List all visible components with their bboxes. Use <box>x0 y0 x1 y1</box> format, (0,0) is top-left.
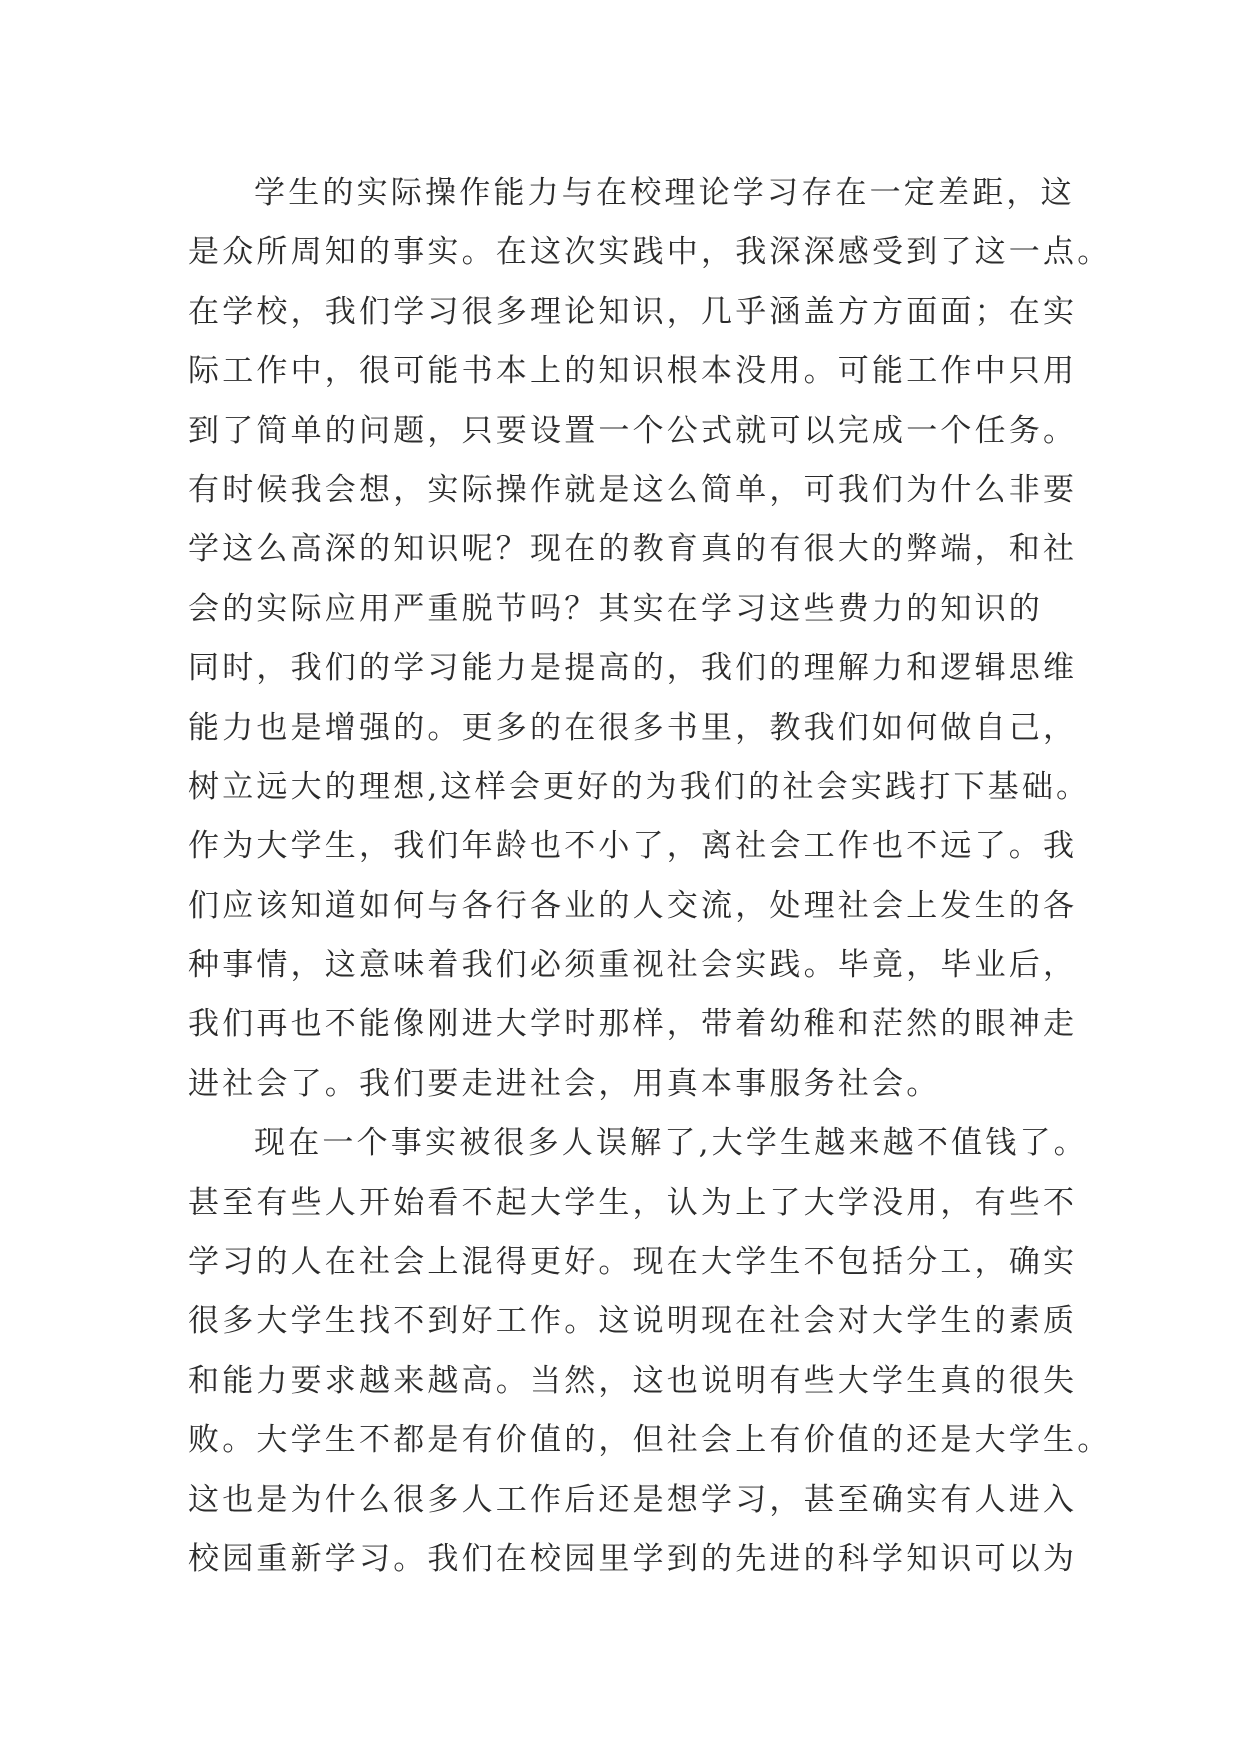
text-line: 在学校，我们学习很多理论知识，几乎涵盖方方面面；在实 <box>188 293 1078 330</box>
text-line: 校园重新学习。我们在校园里学到的先进的科学知识可以为 <box>188 1540 1078 1577</box>
text-line: 种事情，这意味着我们必须重视社会实践。毕竟，毕业后， <box>188 947 1078 984</box>
text-line: 会的实际应用严重脱节吗？其实在学习这些费力的知识的 <box>188 590 1043 627</box>
text-line: 甚至有些人开始看不起大学生，认为上了大学没用，有些不 <box>188 1184 1078 1221</box>
text-line: 这也是为什么很多人工作后还是想学习，甚至确实有人进入 <box>188 1481 1078 1518</box>
paragraph-1 <box>188 164 1112 1114</box>
text-line: 学生的实际操作能力与在校理论学习存在一定差距，这 <box>254 175 1075 211</box>
text-line: 有时候我会想，实际操作就是这么简单，可我们为什么非要 <box>188 471 1078 508</box>
text-line: 现在一个事实被很多人误解了,大学生越来越不值钱了。 <box>254 1125 1088 1162</box>
text-line: 树立远大的理想,这样会更好的为我们的社会实践打下基础。 <box>188 768 1091 805</box>
paragraph-2 <box>188 1114 1112 1589</box>
text-line: 能力也是增强的。更多的在很多书里，教我们如何做自己， <box>188 709 1078 746</box>
text-line: 学这么高深的知识呢？现在的教育真的有很大的弊端，和社 <box>188 531 1078 568</box>
text-line: 进社会了。我们要走进社会，用真本事服务社会。 <box>188 1065 941 1102</box>
text-line: 很多大学生找不到好工作。这说明现在社会对大学生的素质 <box>188 1303 1078 1340</box>
text-line: 我们再也不能像刚进大学时那样，带着幼稚和茫然的眼神走 <box>188 1006 1078 1043</box>
text-line: 是众所周知的事实。在这次实践中，我深深感受到了这一点。 <box>188 234 1112 271</box>
text-line: 们应该知道如何与各行各业的人交流，处理社会上发生的各 <box>188 887 1078 924</box>
text-line: 作为大学生，我们年龄也不小了，离社会工作也不远了。我 <box>188 828 1078 865</box>
text-line: 同时，我们的学习能力是提高的，我们的理解力和逻辑思维 <box>188 650 1078 687</box>
text-line: 学习的人在社会上混得更好。现在大学生不包括分工，确实 <box>188 1244 1078 1281</box>
body-text <box>188 164 1112 1589</box>
text-line: 和能力要求越来越高。当然，这也说明有些大学生真的很失 <box>188 1362 1078 1399</box>
text-line: 际工作中，很可能书本上的知识根本没用。可能工作中只用 <box>188 353 1078 390</box>
text-line: 败。大学生不都是有价值的，但社会上有价值的还是大学生。 <box>188 1422 1112 1459</box>
text-line: 到了简单的问题，只要设置一个公式就可以完成一个任务。 <box>188 412 1078 449</box>
